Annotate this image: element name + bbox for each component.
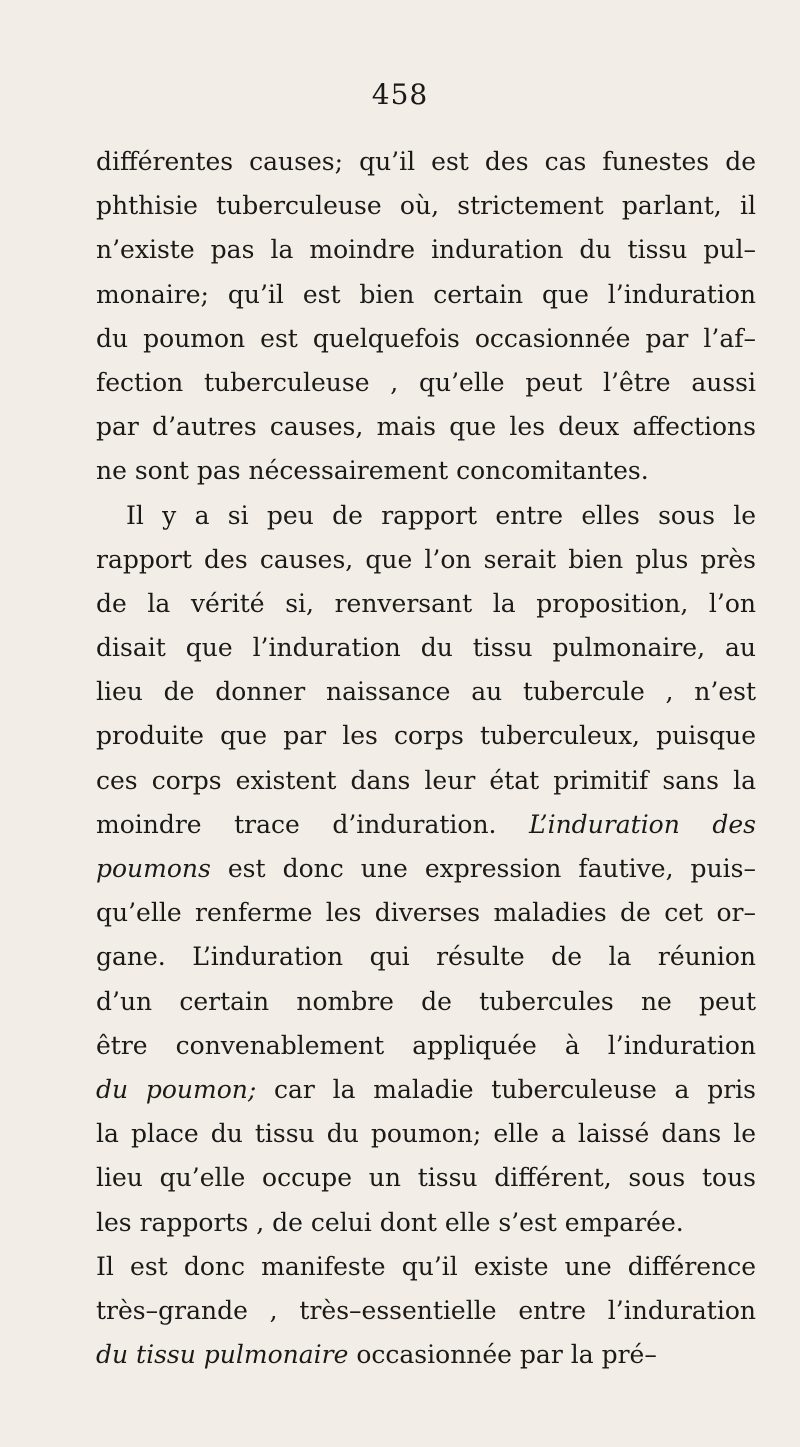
text-line bbox=[96, 1245, 756, 1289]
text-line bbox=[96, 803, 756, 847]
text-line bbox=[96, 935, 756, 979]
text-line bbox=[96, 405, 756, 449]
line-text: de la vérité si, renversant la proposition, l’on bbox=[96, 588, 756, 618]
text-line bbox=[96, 538, 756, 582]
line-text: ces corps existent dans leur état primitif sans la bbox=[96, 765, 756, 795]
line-text: produite que par les corps tuberculeux, puisque bbox=[96, 721, 756, 751]
italic-text: poumons bbox=[96, 854, 211, 883]
text-line bbox=[96, 361, 756, 405]
italic-text: du poumon; bbox=[96, 1074, 257, 1104]
line-text: Il y a si peu de rapport entre elles sous le bbox=[126, 500, 756, 530]
line-text: d’un certain nombre de tubercules ne peut bbox=[96, 986, 756, 1016]
line-text: phthisie tuberculeuse où, strictement parlant, il bbox=[96, 191, 756, 221]
line-text: lieu de donner naissance au tubercule , n’est bbox=[96, 677, 756, 707]
line-text: car la maladie tuberculeuse a pris bbox=[256, 1074, 756, 1104]
line-text: être convenablement appliquée à l’induration bbox=[96, 1030, 756, 1060]
line-text: occasionnée par la pré– bbox=[348, 1340, 657, 1370]
text-line bbox=[96, 1068, 756, 1112]
line-text: la place du tissu du poumon; elle a laissé dans le bbox=[96, 1119, 756, 1149]
text-line bbox=[96, 714, 756, 758]
text-line bbox=[96, 228, 756, 272]
line-text: rapport des causes, que l’on serait bien plus près bbox=[96, 544, 756, 574]
text-line bbox=[96, 1201, 756, 1245]
text-line bbox=[96, 759, 756, 803]
text-line bbox=[96, 1156, 756, 1200]
line-text: très–grande , très–essentielle entre l’induration bbox=[96, 1295, 756, 1325]
line-text: différentes causes; qu’il est des cas funestes de bbox=[96, 147, 756, 176]
line-text: est donc une expression fautive, puis– bbox=[210, 854, 756, 883]
text-line bbox=[96, 670, 756, 714]
text-line bbox=[96, 140, 756, 184]
text-line bbox=[96, 1289, 756, 1333]
line-text: n’existe pas la moindre induration du tissu pul– bbox=[96, 235, 756, 265]
line-text: moindre trace d’induration. bbox=[96, 809, 530, 839]
italic-text: du tissu pulmonaire bbox=[96, 1340, 349, 1370]
text-line bbox=[96, 980, 756, 1024]
text-line bbox=[96, 494, 756, 538]
line-text: fection tuberculeuse , qu’elle peut l’être aussi bbox=[96, 367, 756, 397]
line-text: gane. L’induration qui résulte de la réunion bbox=[96, 942, 756, 972]
text-line bbox=[96, 847, 756, 891]
page-number: 458 bbox=[371, 78, 429, 111]
body-text bbox=[96, 140, 756, 1377]
line-text: disait que l’induration du tissu pulmonaire, au bbox=[96, 633, 756, 663]
text-line bbox=[96, 184, 756, 228]
line-text: par d’autres causes, mais que les deux affections bbox=[96, 412, 756, 442]
text-line bbox=[96, 582, 756, 626]
line-text: monaire; qu’il est bien certain que l’induration bbox=[96, 279, 756, 309]
line-text: Il est donc manifeste qu’il existe une différence bbox=[96, 1251, 756, 1281]
text-line bbox=[96, 1112, 756, 1156]
text-line bbox=[96, 449, 756, 493]
italic-text: L’induration des bbox=[529, 809, 756, 839]
line-text: ne sont pas nécessairement concomitantes. bbox=[96, 456, 649, 486]
text-line bbox=[96, 891, 756, 935]
line-text: du poumon est quelquefois occasionnée par l’af– bbox=[96, 323, 756, 353]
text-line bbox=[96, 273, 756, 317]
line-text: qu’elle renferme les diverses maladies de cet or– bbox=[96, 898, 756, 928]
text-line bbox=[96, 1333, 756, 1377]
text-line bbox=[96, 1024, 756, 1068]
line-text: les rapports , de celui dont elle s’est emparée. bbox=[96, 1207, 684, 1237]
text-line bbox=[96, 317, 756, 361]
text-line bbox=[96, 626, 756, 670]
line-text: lieu qu’elle occupe un tissu différent, sous tous bbox=[96, 1163, 756, 1193]
